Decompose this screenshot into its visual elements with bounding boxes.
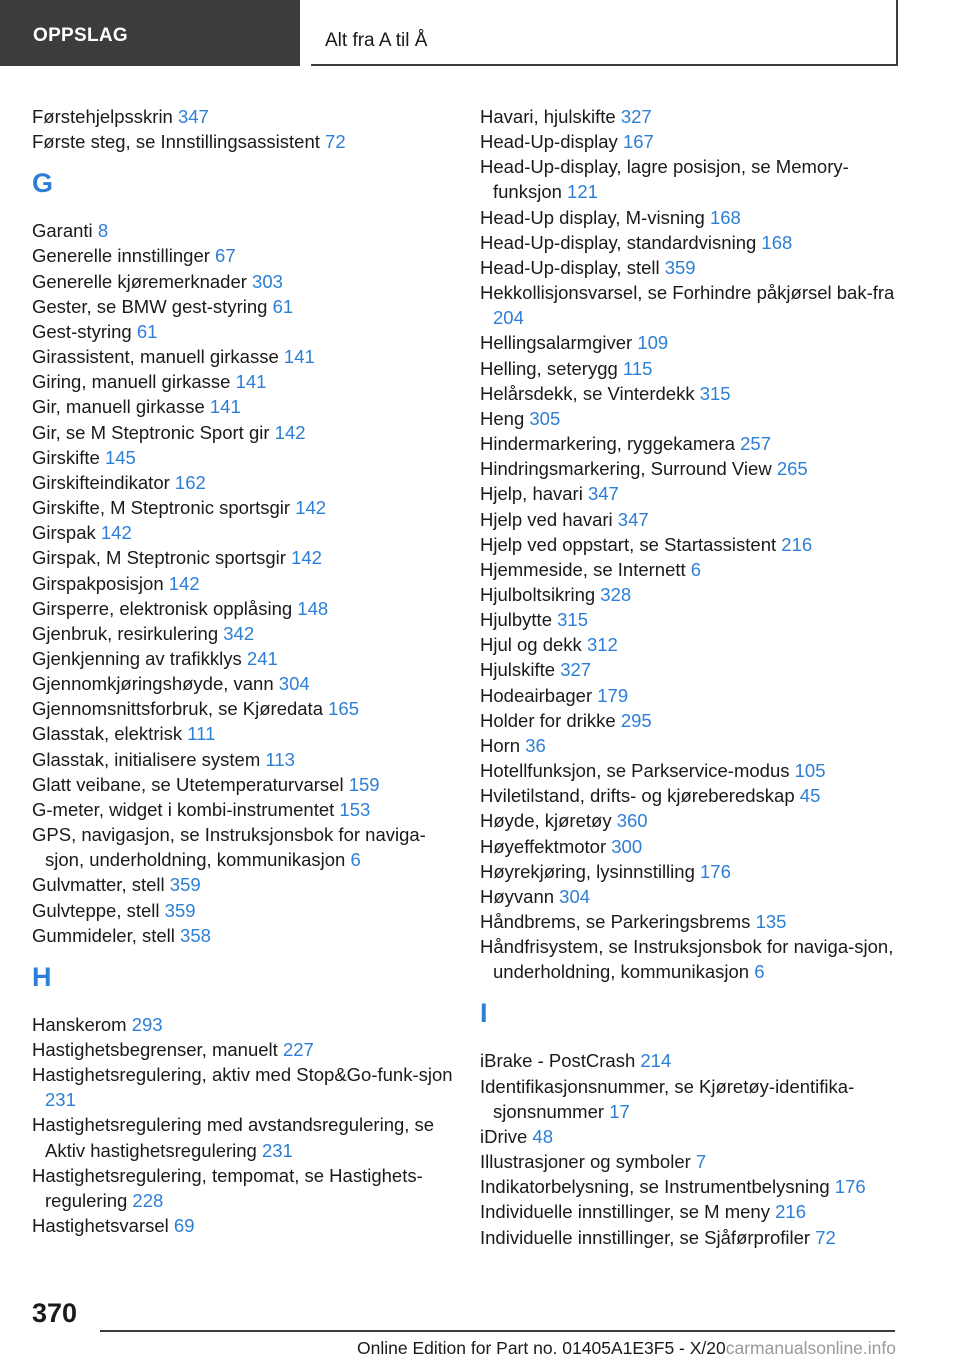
index-entry-text: Girspak, M Steptronic sportsgir — [32, 547, 286, 569]
page-reference-link[interactable]: 141 — [209, 396, 241, 418]
index-entry — [32, 520, 462, 545]
index-entry-text: Hviletilstand, drifts- og kjøreberedskap — [480, 785, 795, 807]
index-entry-text: Girskifte, M Steptronic sportsgir — [32, 497, 291, 519]
page-reference-link[interactable]: 36 — [525, 734, 546, 756]
page-reference-link[interactable]: 216 — [781, 533, 813, 555]
index-entry — [480, 1124, 900, 1149]
index-entry-text: Girspak — [32, 522, 96, 544]
index-letter-heading: H — [32, 961, 52, 992]
page-reference-link[interactable]: 7 — [695, 1151, 707, 1173]
page-reference-link[interactable]: 121 — [567, 181, 598, 203]
page-reference-link[interactable]: 304 — [278, 673, 310, 695]
index-entry — [32, 104, 462, 129]
index-entry-text: Høyrekjøring, lysinnstilling — [480, 860, 695, 882]
page-reference-link[interactable]: 204 — [493, 307, 524, 329]
page-reference-link[interactable]: 142 — [295, 497, 327, 519]
index-entry-text: iBrake - PostCrash — [480, 1050, 636, 1072]
page-reference-link[interactable]: 142 — [291, 547, 322, 569]
page-reference-link[interactable]: 162 — [174, 471, 206, 493]
page-reference-link[interactable]: 69 — [173, 1215, 195, 1237]
index-entry — [32, 1012, 462, 1037]
page-reference-link[interactable]: 61 — [272, 295, 294, 317]
index-entry — [480, 481, 900, 506]
index-entry-text: Girassistent, manuell girkasse — [32, 346, 279, 368]
page-reference-link[interactable]: 8 — [97, 220, 109, 242]
page-reference-link[interactable]: 359 — [664, 256, 696, 278]
index-entry-text: Hjemmeside, se Internett — [480, 558, 686, 580]
page-reference-link[interactable]: 17 — [609, 1100, 630, 1122]
index-entry — [32, 872, 462, 897]
index-entry-text: Høyeffektmotor — [480, 835, 607, 857]
index-entry — [480, 1199, 900, 1224]
index-entry-text: Håndfrisystem, se Instruksjonsbok for naviga-sjon, underholdning, kommunikasjon — [480, 936, 894, 983]
index-entry-text: Hjulskifte — [480, 659, 556, 681]
index-entry — [32, 470, 462, 495]
index-entry-text: Hjulbytte — [480, 609, 552, 631]
index-entry — [480, 1174, 900, 1199]
index-entry — [480, 356, 900, 381]
index-entry — [480, 532, 900, 557]
index-entry-text: Gummideler, stell — [32, 924, 175, 946]
index-entry-text: Holder for drikke — [480, 709, 616, 731]
page-reference-link[interactable]: 142 — [100, 522, 132, 544]
index-entry — [480, 230, 900, 255]
page-reference-link[interactable]: 165 — [328, 698, 360, 720]
index-column-left — [32, 104, 462, 1238]
page-reference-link[interactable]: 359 — [169, 874, 201, 896]
index-entry — [32, 129, 462, 154]
index-entry — [480, 205, 900, 230]
page-reference-link[interactable]: 6 — [350, 849, 361, 871]
index-entry — [480, 129, 900, 154]
page-number: 370 — [32, 1298, 78, 1328]
page-reference-link[interactable]: 305 — [529, 407, 561, 429]
index-entry-text: Håndbrems, se Parkeringsbrems — [480, 911, 751, 932]
index-entry-text: Glasstak, initialisere system — [32, 748, 261, 770]
index-entry-text: Indikatorbelysning, se Instrumentbelysning — [480, 1176, 830, 1198]
index-column-right — [480, 104, 900, 1250]
page-reference-link[interactable]: 111 — [187, 723, 216, 745]
index-entry — [32, 696, 462, 721]
page-reference-link[interactable]: 257 — [740, 433, 772, 455]
index-letter-heading: G — [32, 168, 54, 199]
index-entry-text: Girskifte — [32, 446, 100, 468]
index-entry — [480, 1074, 900, 1124]
index-entry-text: Girspakposisjon — [32, 572, 164, 594]
index-entry — [480, 255, 900, 280]
page-reference-link[interactable]: 265 — [776, 458, 808, 480]
index-entry — [32, 671, 462, 696]
index-entry-text: Hastighetsregulering med avstandsregulering, se Aktiv hastighetsregulering — [32, 1114, 435, 1161]
page-reference-link[interactable]: 176 — [700, 860, 731, 882]
page-reference-link[interactable]: 115 — [622, 357, 653, 379]
index-entry — [480, 280, 900, 330]
page-reference-link[interactable]: 312 — [586, 634, 618, 656]
index-entry — [32, 621, 462, 646]
index-entry — [480, 456, 900, 481]
index-entry-text: Gester, se BMW gest-styring — [32, 295, 268, 317]
page-reference-link[interactable]: 358 — [180, 924, 211, 946]
index-entry — [480, 657, 900, 682]
page-reference-link[interactable]: 142 — [274, 421, 306, 443]
page-reference-link[interactable]: 304 — [559, 885, 591, 907]
index-entry-text: Generelle innstillinger — [32, 245, 210, 267]
index-entry-text: Hjelp ved havari — [480, 508, 613, 530]
index-entry-text: Hjelp ved oppstart, se Startassistent — [480, 533, 777, 555]
index-entry-text: Hastighetsbegrenser, manuelt — [32, 1039, 278, 1060]
index-entry — [32, 923, 462, 948]
page-reference-link[interactable]: 231 — [45, 1089, 76, 1111]
page-reference-link[interactable]: 72 — [325, 131, 346, 153]
index-entry — [32, 319, 462, 344]
page-reference-link[interactable]: 145 — [104, 446, 136, 468]
page-reference-link[interactable]: 168 — [709, 206, 741, 228]
index-entry-text: Head-Up-display, stell — [480, 256, 660, 278]
page-reference-link[interactable]: 228 — [132, 1189, 164, 1211]
page-reference-link[interactable]: 48 — [532, 1125, 553, 1147]
index-entry — [32, 772, 462, 797]
index-entry-text: Giring, manuell girkasse — [32, 371, 231, 393]
page-reference-link[interactable]: 315 — [699, 382, 731, 404]
page-reference-link[interactable]: 293 — [131, 1013, 163, 1035]
index-entry-text: Glasstak, elektrisk — [32, 723, 183, 745]
page-reference-link[interactable]: 231 — [261, 1139, 293, 1161]
index-entry-text: Individuelle innstillinger, se M meny — [480, 1201, 770, 1223]
page-reference-link[interactable]: 347 — [617, 508, 649, 530]
index-entry-text: Gulvteppe, stell — [32, 899, 160, 921]
page-reference-link[interactable]: 153 — [339, 798, 371, 820]
chapter-title: Alt fra A til Å — [325, 30, 428, 51]
index-entry — [32, 445, 462, 470]
index-entry — [32, 797, 462, 822]
index-entry-text: Hjul og dekk — [480, 634, 582, 656]
index-entry — [480, 607, 900, 632]
page-reference-link[interactable]: 347 — [587, 483, 619, 505]
index-entry-text: Hindermarkering, ryggekamera — [480, 433, 735, 455]
page-reference-link[interactable]: 227 — [282, 1039, 314, 1060]
page-reference-link[interactable]: 315 — [557, 609, 588, 631]
index-entry-text: Horn — [480, 734, 521, 756]
index-entry-text: Head-Up-display, lagre posisjon, se Memory-funksjon — [480, 156, 849, 203]
index-entry — [480, 632, 900, 657]
index-entry-text: Høyde, kjøretøy — [480, 810, 612, 832]
index-entry — [480, 1225, 900, 1250]
page-reference-link[interactable]: 167 — [622, 131, 654, 153]
index-entry — [32, 394, 462, 419]
index-entry-text: Head-Up-display, standardvisning — [480, 231, 757, 253]
page-reference-link[interactable]: 135 — [755, 911, 787, 932]
index-entry-text: Gir, se M Steptronic Sport gir — [32, 421, 270, 443]
page-reference-link[interactable]: 141 — [283, 346, 315, 368]
index-entry — [480, 1048, 900, 1073]
index-entry-text: Gjennomkjøringshøyde, vann — [32, 673, 274, 695]
footer-edition — [357, 1338, 896, 1359]
page-reference-link[interactable]: 241 — [246, 647, 278, 669]
index-entry — [480, 884, 900, 909]
index-entry-text: Havari, hjulskifte — [480, 106, 616, 127]
index-entry-text: Hindringsmarkering, Surround View — [480, 458, 772, 480]
page-reference-link[interactable]: 6 — [754, 961, 765, 983]
page-header — [0, 0, 960, 66]
page-reference-link[interactable]: 347 — [177, 106, 209, 127]
index-entry — [480, 582, 900, 607]
index-entry — [32, 1163, 462, 1213]
index-entry — [480, 1149, 900, 1174]
index-entry — [32, 1037, 462, 1062]
index-entry-text: Hotellfunksjon, se Parkservice-modus — [480, 760, 790, 782]
index-entry — [480, 758, 900, 783]
index-entry-text: Hastighetsregulering, tempomat, se Hastighets-regulering — [32, 1164, 423, 1211]
index-entry-text: Gest-styring — [32, 320, 132, 342]
page-reference-link[interactable]: 327 — [560, 659, 592, 681]
page-reference-link[interactable]: 360 — [616, 810, 648, 832]
page-reference-link[interactable]: 142 — [168, 572, 200, 594]
index-entry-text: Head-Up-display — [480, 131, 618, 153]
page-reference-link[interactable]: 45 — [799, 785, 821, 807]
index-entry — [32, 1062, 462, 1112]
index-entry-text: Hekkollisjonsvarsel, se Forhindre påkjørsel bak-fra — [480, 282, 895, 304]
index-entry-text: Garanti — [32, 220, 93, 242]
index-entry-text: G-meter, widget i kombi-instrumentet — [32, 798, 335, 820]
index-entry — [480, 406, 900, 431]
index-entry — [480, 154, 900, 204]
page-reference-link[interactable]: 303 — [252, 270, 283, 292]
index-entry — [32, 1112, 462, 1162]
index-entry — [32, 747, 462, 772]
index-entry-text: Head-Up display, M-visning — [480, 206, 705, 228]
index-entry-text: Helling, seterygg — [480, 357, 618, 379]
index-entry — [480, 104, 900, 129]
index-entry-text: Individuelle innstillinger, se Sjåførprofiler — [480, 1226, 811, 1248]
index-entry — [32, 218, 462, 243]
footer-divider — [100, 1330, 895, 1332]
index-entry-text: Hjelp, havari — [480, 483, 583, 505]
index-entry — [32, 1213, 462, 1238]
index-entry-text: Hellingsalarmgiver — [480, 332, 633, 354]
index-entry — [480, 557, 900, 582]
index-entry — [32, 243, 462, 268]
index-entry-text: Girskifteindikator — [32, 471, 170, 493]
index-letter-heading: I — [480, 998, 488, 1029]
index-entry-text: Høyvann — [480, 885, 555, 907]
index-entry — [480, 330, 900, 355]
index-entry — [480, 708, 900, 733]
index-entry-text: Generelle kjøremerknader — [32, 270, 247, 292]
index-entry-text: Hodeairbager — [480, 684, 593, 706]
index-entry — [32, 269, 462, 294]
index-entry — [480, 683, 900, 708]
index-entry-text: Illustrasjoner og symboler — [480, 1151, 691, 1173]
index-entry-text: Hastighetsregulering, aktiv med Stop&Go-funk-sjon — [32, 1064, 453, 1086]
page-reference-link[interactable]: 176 — [834, 1176, 866, 1198]
index-entry-text: Gjennomsnittsforbruk, se Kjøredata — [32, 698, 323, 720]
header-title-box — [311, 0, 898, 66]
page-reference-link[interactable]: 216 — [775, 1201, 806, 1223]
index-entry — [480, 381, 900, 406]
index-entry — [32, 495, 462, 520]
index-entry-text: Glatt veibane, se Utetemperaturvarsel — [32, 773, 344, 795]
index-entry-text: Første steg, se Innstillingsassistent — [32, 131, 320, 153]
index-entry — [32, 646, 462, 671]
index-entry-text: Hastighetsvarsel — [32, 1215, 169, 1237]
index-entry — [480, 733, 900, 758]
section-label: OPPSLAG — [0, 0, 300, 66]
index-entry — [32, 822, 462, 872]
index-entry — [480, 431, 900, 456]
page-reference-link[interactable]: 328 — [600, 583, 632, 605]
page-reference-link[interactable]: 179 — [597, 684, 629, 706]
index-entry-text: Hjulboltsikring — [480, 583, 596, 605]
index-entry-text: iDrive — [480, 1125, 528, 1147]
page-reference-link[interactable]: 327 — [620, 106, 652, 127]
index-entry-text: Girsperre, elektronisk opplåsing — [32, 597, 293, 619]
page-reference-link[interactable]: 67 — [215, 245, 236, 267]
index-entry — [480, 934, 900, 984]
page-reference-link[interactable]: 168 — [761, 231, 793, 253]
page-reference-link[interactable]: 61 — [136, 320, 158, 342]
index-entry — [480, 834, 900, 859]
index-entry — [32, 898, 462, 923]
index-entry — [480, 808, 900, 833]
page-reference-link[interactable]: 72 — [815, 1226, 836, 1248]
index-entry-text: Gjenbruk, resirkulering — [32, 622, 219, 644]
index-entry-text: Hanskerom — [32, 1013, 127, 1035]
page-reference-link[interactable]: 214 — [640, 1050, 672, 1072]
index-entry-text: Heng — [480, 407, 525, 429]
index-entry — [480, 783, 900, 808]
edition-text: Online Edition for Part no. 01405A1E3F5 - X/20 — [357, 1338, 726, 1358]
page-reference-link[interactable]: 359 — [164, 899, 196, 921]
index-entry-text: Helårsdekk, se Vinterdekk — [480, 382, 695, 404]
index-entry — [32, 344, 462, 369]
page-reference-link[interactable]: 300 — [611, 835, 643, 857]
page-reference-link[interactable]: 159 — [348, 773, 380, 795]
index-entry — [480, 507, 900, 532]
index-entry — [32, 294, 462, 319]
page-reference-link[interactable]: 113 — [265, 748, 295, 770]
index-entry — [32, 420, 462, 445]
index-entry — [32, 369, 462, 394]
index-entry — [480, 859, 900, 884]
index-entry-text: GPS, navigasjon, se Instruksjonsbok for naviga-sjon, underholdning, kommunikasjon — [32, 824, 426, 871]
index-entry — [480, 909, 900, 934]
index-entry-text: Førstehjelpsskrin — [32, 106, 173, 127]
page-reference-link[interactable]: 141 — [235, 371, 267, 393]
index-entry-text: Gir, manuell girkasse — [32, 396, 205, 418]
page-reference-link[interactable]: 109 — [637, 332, 669, 354]
index-entry — [32, 545, 462, 570]
page-reference-link[interactable]: 295 — [620, 709, 652, 731]
page-reference-link[interactable]: 6 — [690, 558, 702, 580]
page-reference-link[interactable]: 342 — [223, 622, 255, 644]
index-entry-text: Gulvmatter, stell — [32, 874, 165, 896]
index-entry — [32, 571, 462, 596]
page-reference-link[interactable]: 105 — [794, 760, 826, 782]
watermark-text: carmanualsonline.info — [725, 1338, 896, 1358]
index-entry-text: Gjenkjenning av trafikklys — [32, 647, 242, 669]
index-entry-text: Identifikasjonsnummer, se Kjøretøy-identifika-sjonsnummer — [480, 1075, 855, 1122]
page-reference-link[interactable]: 148 — [297, 597, 329, 619]
index-entry — [32, 721, 462, 746]
index-entry — [32, 596, 462, 621]
